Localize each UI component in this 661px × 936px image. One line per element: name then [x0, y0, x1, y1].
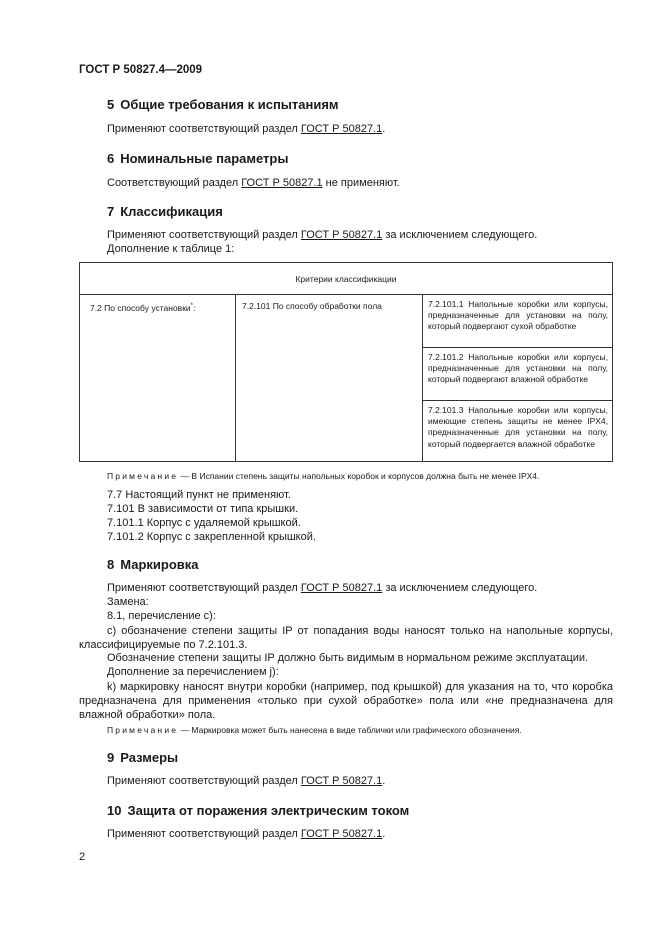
clause-item: 7.101.2 Корпус с закрепленной крышкой.: [107, 531, 316, 543]
section-number: 8: [107, 557, 115, 572]
row-divider: [422, 400, 612, 401]
section-6-heading: [107, 151, 288, 166]
paragraph-ip-visibility: Обозначение степени защиты IP должно быть видимым в нормальном режиме эксплуатации.: [107, 652, 589, 664]
section-title: Размеры: [120, 750, 179, 765]
section-number: 5: [107, 97, 115, 112]
standard-link[interactable]: ГОСТ Р 50827.1: [300, 229, 383, 241]
clause-item: 7.7 Настоящий пункт не применяют.: [107, 489, 291, 501]
section-5-paragraph: [107, 123, 385, 135]
note-text: — В Испании степень защиты напольных коробок и корпусов должна быть не менее IPX4.: [178, 471, 540, 481]
enumeration-label: 8.1, перечисление с):: [107, 610, 216, 622]
table-addition-label: Дополнение к таблице 1:: [107, 243, 235, 255]
section-title: Общие требования к испытаниям: [120, 97, 339, 112]
section-5-heading: [107, 97, 339, 112]
section-10-paragraph: [107, 828, 385, 840]
section-10-heading: [107, 803, 409, 818]
section-7-heading: [107, 204, 223, 219]
column-divider: [235, 294, 236, 461]
section-number: 7: [107, 204, 115, 219]
section-7-note: [107, 471, 539, 481]
section-7-paragraph: [107, 229, 537, 241]
text: за исключением следующего.: [382, 582, 538, 594]
section-8-paragraph: [107, 582, 537, 594]
section-8-heading: [107, 557, 199, 572]
row-divider: [422, 347, 612, 348]
section-number: 10: [107, 803, 122, 818]
table-header: Критерии классификации: [80, 263, 612, 295]
footnote-mark: *: [190, 303, 193, 309]
note-text: — Маркировка может быть нанесена в виде таблички или графического обозначения.: [178, 725, 522, 735]
paragraph-ip-marking: с) обозначение степени защиты IP от попадания воды наносят только на напольные корпусы, классифицируемые по 7.2.101.3.: [79, 625, 613, 651]
addition-label: Дополнение за перечислением j):: [107, 666, 279, 678]
document-header: ГОСТ Р 50827.4—2009: [79, 64, 203, 76]
section-title: Номинальные параметры: [120, 151, 289, 166]
table-cell-dry: 7.2.101.1 Напольные коробки или корпусы, предназначенные для установки на полу, который подвергают сухой обработке: [428, 299, 608, 332]
standard-link[interactable]: ГОСТ Р 50827.1: [300, 828, 383, 840]
text: Применяют соответствующий раздел: [107, 229, 301, 241]
text: Применяют соответствующий раздел: [107, 582, 301, 594]
section-9-heading: [107, 750, 178, 765]
page-number: 2: [79, 851, 86, 863]
column-divider: [422, 294, 423, 461]
standard-link[interactable]: ГОСТ Р 50827.1: [300, 582, 383, 594]
standard-link[interactable]: ГОСТ Р 50827.1: [300, 123, 383, 135]
cell-text: :: [193, 302, 196, 313]
text: Соответствующий раздел: [107, 177, 242, 189]
text: Применяют соответствующий раздел: [107, 123, 301, 135]
clause-item: 7.101 В зависимости от типа крышки.: [107, 503, 299, 515]
section-number: 6: [107, 151, 115, 166]
section-8-note: [107, 725, 522, 735]
table-cell-floor-treatment: 7.2.101 По способу обработки пола: [242, 301, 382, 311]
table-cell-wet: 7.2.101.2 Напольные коробки или корпусы, предназначенные для установки на полу, который подвергают влажной обработке: [428, 352, 608, 385]
note-label: Примечание: [107, 471, 179, 481]
paragraph-k-marking: k) маркировку наносят внутри коробки (например, под крышкой) для указания на то, что коробка предназначена для применения «только при сухой обработке» пола или «не предназначена для влажной обработки» пола.: [79, 681, 613, 721]
section-number: 9: [107, 750, 115, 765]
note-label: Примечание: [107, 725, 179, 735]
table-cell-ipx4: 7.2.101.3 Напольные коробки или корпусы, имеющие степень защиты не менее IPX4, предназначенные для установки на полу, который подвергается влажной обработке: [428, 405, 608, 449]
cell-text: 7.2 По способу установки: [90, 302, 191, 313]
section-9-paragraph: [107, 775, 385, 787]
standard-link[interactable]: ГОСТ Р 50827.1: [300, 775, 383, 787]
section-title: Классификация: [120, 204, 223, 219]
section-title: Защита от поражения электрическим током: [127, 803, 410, 818]
classification-table: [79, 262, 613, 462]
section-6-paragraph: [107, 177, 400, 189]
standard-link[interactable]: ГОСТ Р 50827.1: [241, 177, 323, 189]
text: .: [382, 775, 386, 787]
text: .: [382, 123, 386, 135]
section-title: Маркировка: [120, 557, 199, 572]
text: Применяют соответствующий раздел: [107, 775, 301, 787]
text: не применяют.: [322, 177, 400, 189]
clause-item: 7.101.1 Корпус с удаляемой крышкой.: [107, 517, 301, 529]
table-cell-installation: [90, 301, 232, 314]
text: .: [382, 828, 386, 840]
text: Применяют соответствующий раздел: [107, 828, 301, 840]
replacement-label: Замена:: [107, 596, 149, 608]
text: за исключением следующего.: [382, 229, 538, 241]
